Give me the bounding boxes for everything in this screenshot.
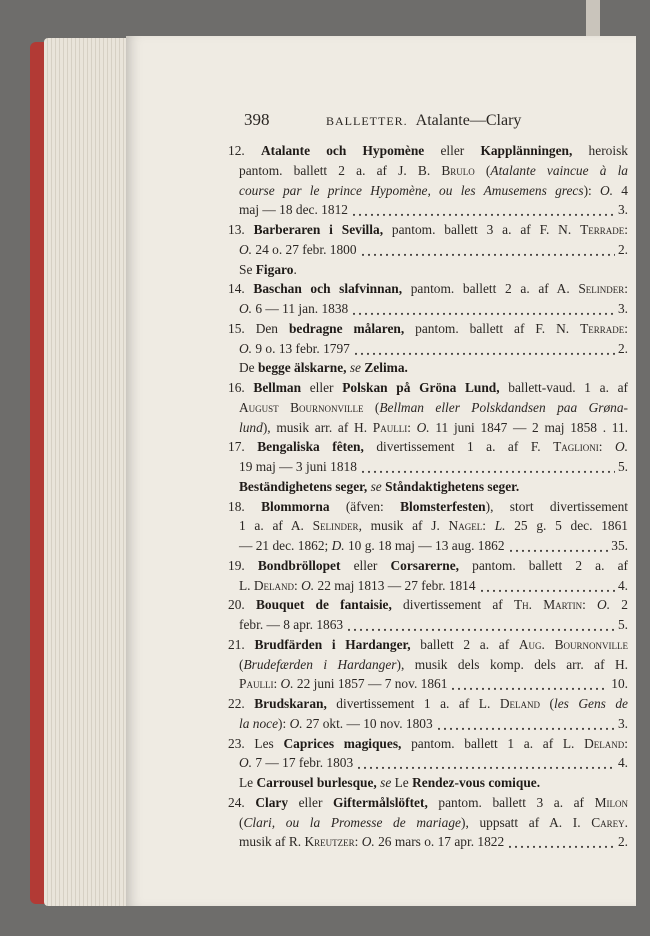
dot-leader bbox=[360, 457, 615, 477]
text-segment: 18. bbox=[228, 498, 262, 514]
text-segment: : bbox=[624, 320, 628, 336]
text-segment: L. bbox=[239, 577, 254, 593]
text-segment: 13. bbox=[228, 222, 254, 237]
performance-count: 5. bbox=[617, 617, 628, 632]
text-segment: 2 bbox=[610, 597, 628, 613]
italic-text: O. bbox=[289, 715, 303, 731]
line-content bbox=[239, 518, 628, 533]
text-segment: (äfven: bbox=[329, 498, 401, 514]
italic-text: O. bbox=[301, 577, 315, 593]
entry-title: Barberaren i Sevilla, bbox=[253, 222, 384, 237]
line-content bbox=[239, 674, 447, 694]
italic-text: la noce bbox=[239, 715, 279, 731]
text-segment: Le bbox=[239, 775, 257, 790]
text-line bbox=[228, 832, 628, 852]
author-name: Selinder bbox=[312, 518, 359, 534]
text-segment: : bbox=[624, 222, 628, 237]
author-name: Nagel bbox=[448, 518, 483, 534]
text-segment: , musik af J. bbox=[358, 518, 449, 534]
text-segment: 26 mars o. 17 apr. 1822 bbox=[374, 834, 505, 850]
text-segment: pantom. ballett 3 a. af bbox=[427, 794, 595, 810]
entry-title: Giftermålslöftet, bbox=[332, 794, 428, 810]
text-line bbox=[228, 516, 628, 536]
text-line bbox=[228, 477, 628, 497]
author-name: Deland bbox=[584, 735, 625, 751]
dot-leader bbox=[351, 200, 615, 220]
text-segment: ), uppsatt af A. I. bbox=[460, 814, 592, 830]
text-segment: eller bbox=[288, 794, 333, 810]
text-line bbox=[228, 497, 628, 517]
author-name: Milon bbox=[594, 794, 628, 810]
line-content bbox=[239, 420, 628, 435]
author-name: Deland bbox=[499, 696, 540, 711]
text-segment: 24. bbox=[228, 794, 256, 810]
author-name: Carey bbox=[591, 814, 625, 830]
line-content bbox=[239, 163, 628, 178]
text-segment: pantom. ballett 1 a. af L. bbox=[401, 735, 585, 751]
text-segment: ( bbox=[239, 814, 244, 830]
author-name: Th. Martin bbox=[513, 597, 583, 613]
italic-text: D. bbox=[331, 538, 345, 553]
text-segment: 9 o. 13 febr. 1797 bbox=[252, 340, 350, 356]
line-content bbox=[239, 479, 519, 494]
text-segment: febr. — 8 apr. 1863 bbox=[239, 617, 344, 632]
author-name: Terrade bbox=[580, 222, 625, 237]
dot-leader bbox=[507, 832, 615, 852]
text-segment: . bbox=[293, 261, 297, 277]
author-name: Kreutzer bbox=[304, 834, 355, 850]
line-content bbox=[239, 339, 350, 359]
text-segment: : bbox=[273, 676, 281, 692]
text-segment: : bbox=[482, 518, 495, 534]
line-content bbox=[239, 360, 408, 375]
text-segment: divertissement af bbox=[391, 597, 514, 613]
text-segment: ballett-vaud. 1 a. af bbox=[499, 380, 628, 395]
text-segment: 14. bbox=[228, 281, 254, 297]
section-title: BALLETTER. bbox=[326, 114, 408, 128]
entry-title: Blomsterfesten bbox=[400, 498, 486, 514]
text-segment: 10 g. 18 maj — 13 aug. 1862 bbox=[344, 538, 505, 553]
text-segment: 4 bbox=[613, 182, 628, 198]
text-segment: ), stort divertissement bbox=[485, 498, 628, 514]
text-segment: Se bbox=[239, 261, 256, 277]
performance-count: 4. bbox=[617, 577, 628, 593]
text-line bbox=[228, 299, 628, 319]
italic-text: O. bbox=[361, 834, 375, 850]
text-line bbox=[228, 655, 628, 675]
dot-leader bbox=[450, 674, 608, 694]
author-name: August Bournonville bbox=[239, 399, 364, 415]
italic-text: O. bbox=[239, 301, 253, 316]
line-content bbox=[228, 696, 628, 711]
performance-count: 5. bbox=[617, 459, 628, 474]
text-segment: 25 g. 5 dec. 1861 bbox=[505, 518, 628, 534]
entry-title: Bellman bbox=[253, 380, 302, 395]
entry-title: Bengaliska fêten, bbox=[257, 439, 364, 455]
entry-title: bedragne målaren, bbox=[288, 320, 405, 336]
entry-title: Corsarerne, bbox=[390, 557, 460, 573]
entry-title: Brudskaran, bbox=[254, 696, 327, 711]
text-segment: : bbox=[582, 597, 598, 613]
italic-text: se bbox=[367, 478, 386, 494]
line-content bbox=[239, 657, 628, 672]
text-segment: 1 a. af A. bbox=[239, 518, 313, 534]
text-segment: pantom. ballett 2 a. af A. bbox=[402, 281, 579, 297]
performance-count: 10. bbox=[611, 676, 628, 692]
author-name: Paulli bbox=[372, 419, 408, 435]
italic-text: se bbox=[346, 360, 365, 376]
line-content bbox=[239, 457, 357, 477]
line-content bbox=[239, 753, 353, 773]
text-segment: eller bbox=[301, 380, 343, 395]
italic-text: Atalante vaincue à la bbox=[490, 162, 628, 178]
page-edges bbox=[44, 38, 134, 906]
text-line bbox=[228, 694, 628, 714]
author-name: Taglioni bbox=[553, 439, 599, 455]
entry-title: Bouquet de fantaisie, bbox=[255, 597, 392, 613]
performance-count: 3. bbox=[617, 715, 628, 731]
entry-title: Clary bbox=[255, 794, 289, 810]
italic-text: Bellman eller Polskdandsen paa Grøna- bbox=[379, 399, 628, 415]
performance-count: 3. bbox=[617, 301, 628, 316]
dot-leader bbox=[356, 753, 615, 773]
dot-leader bbox=[479, 576, 615, 596]
text-segment: ), musik dels komp. dels arr. af H. bbox=[396, 656, 629, 672]
text-segment: 22. bbox=[228, 696, 255, 711]
text-line bbox=[228, 556, 628, 576]
line-content bbox=[228, 321, 628, 336]
entry-title: Baschan och slafvinnan, bbox=[253, 281, 403, 297]
text-line bbox=[228, 161, 628, 181]
text-segment: 27 okt. — 10 nov. 1803 bbox=[302, 715, 433, 731]
running-header bbox=[244, 110, 529, 131]
text-line bbox=[228, 536, 628, 556]
line-content bbox=[239, 183, 628, 198]
text-segment: : bbox=[354, 834, 362, 850]
text-line bbox=[228, 595, 628, 615]
entry-title: Carrousel burlesque, bbox=[256, 775, 377, 790]
text-segment: 12. bbox=[228, 143, 261, 158]
line-content bbox=[239, 536, 505, 556]
text-segment: : bbox=[598, 439, 615, 455]
dot-leader bbox=[436, 714, 615, 734]
text-line bbox=[228, 141, 628, 161]
text-segment: heroisk bbox=[572, 143, 628, 158]
text-line bbox=[228, 457, 628, 477]
line-content bbox=[228, 558, 628, 573]
italic-text: O. bbox=[280, 676, 294, 692]
line-content bbox=[239, 262, 297, 277]
entry-title: Kapplänningen, bbox=[480, 143, 573, 158]
page-range: Atalante—Clary bbox=[415, 112, 522, 129]
text-segment: 24 o. 27 febr. 1800 bbox=[252, 241, 357, 257]
italic-text: O. bbox=[614, 439, 628, 455]
text-segment: pantom. ballett af F. N. bbox=[404, 320, 581, 336]
text-segment: ( bbox=[239, 656, 244, 672]
italic-text: L. bbox=[494, 518, 506, 534]
text-line bbox=[228, 734, 628, 754]
line-content bbox=[228, 222, 628, 237]
performance-count: 3. bbox=[617, 202, 628, 218]
performance-count: 2. bbox=[617, 834, 628, 850]
italic-text: Brudefærden i Hardanger bbox=[243, 656, 397, 672]
line-content bbox=[228, 736, 628, 751]
text-line bbox=[228, 240, 628, 260]
text-segment: 20. bbox=[228, 597, 256, 613]
performance-count: 35. bbox=[611, 538, 628, 553]
author-name: Aug. Bournonville bbox=[518, 636, 629, 652]
text-segment: : bbox=[624, 735, 628, 751]
text-line bbox=[228, 358, 628, 378]
text-line bbox=[228, 319, 628, 339]
dot-leader bbox=[351, 299, 615, 319]
text-line bbox=[228, 714, 628, 734]
text-segment: musik af R. bbox=[239, 834, 305, 850]
text-segment: 17. bbox=[228, 439, 258, 455]
italic-text: O. bbox=[597, 597, 611, 613]
text-line bbox=[228, 398, 628, 418]
text-segment: ): bbox=[278, 715, 290, 731]
text-segment: 22 maj 1813 — 27 febr. 1814 bbox=[314, 577, 476, 593]
entry-title: Bondbröllopet bbox=[257, 557, 341, 573]
text-segment: ), musik arr. af H. bbox=[262, 419, 373, 435]
entry-title: Atalante och Hypomène bbox=[260, 143, 425, 158]
dot-leader bbox=[508, 536, 609, 556]
entry-list bbox=[228, 141, 628, 852]
text-segment: pantom. ballett 2 a. af J. B. bbox=[239, 162, 442, 178]
text-segment: ( bbox=[540, 696, 554, 711]
text-segment: eller bbox=[424, 143, 481, 158]
author-name: Terrade bbox=[580, 320, 625, 336]
line-content bbox=[239, 299, 348, 319]
line-content bbox=[228, 439, 628, 454]
text-segment: ( bbox=[363, 399, 380, 415]
line-content bbox=[228, 637, 628, 652]
text-segment: 16. bbox=[228, 380, 254, 395]
performance-count: 2. bbox=[617, 340, 628, 356]
line-content bbox=[228, 597, 628, 612]
italic-text: Clari, ou la Promesse de mariage bbox=[243, 814, 461, 830]
text-line bbox=[228, 260, 628, 280]
text-segment: Le bbox=[394, 775, 413, 790]
line-content bbox=[239, 775, 540, 790]
author-name: Brulo bbox=[441, 162, 475, 178]
text-segment: De bbox=[239, 360, 258, 376]
text-segment: 19 maj — 3 juni 1818 bbox=[239, 459, 357, 474]
entry-title: Zelima. bbox=[364, 360, 408, 376]
line-content bbox=[228, 499, 628, 514]
italic-text: course par le prince Hypomène, ou les Amusemens grecs bbox=[239, 182, 584, 198]
text-segment: : bbox=[294, 577, 302, 593]
dot-leader bbox=[360, 240, 615, 260]
text-segment: 15. Den bbox=[228, 320, 289, 336]
text-segment: . bbox=[624, 814, 628, 830]
entry-title: Ståndaktighetens seger. bbox=[385, 478, 520, 494]
text-line bbox=[228, 181, 628, 201]
entry-title: Caprices magiques, bbox=[283, 735, 402, 751]
text-segment: ballett 2 a. af bbox=[410, 636, 519, 652]
line-content bbox=[228, 795, 628, 810]
italic-text: O. bbox=[239, 340, 253, 356]
text-segment: : bbox=[407, 419, 417, 435]
text-segment: eller bbox=[340, 557, 391, 573]
text-segment: 6 — 11 jan. 1838 bbox=[252, 301, 349, 316]
text-segment: divertissement 1 a. af L. bbox=[326, 696, 500, 711]
text-line bbox=[228, 437, 628, 457]
italic-text: les Gens de bbox=[553, 696, 629, 711]
text-segment: ( bbox=[474, 162, 491, 178]
entry-title: Rendez-vous comique. bbox=[412, 775, 541, 790]
text-segment: 7 — 17 febr. 1803 bbox=[252, 755, 354, 771]
text-line bbox=[228, 793, 628, 813]
text-line bbox=[228, 615, 628, 635]
text-segment: — 21 dec. 1862; bbox=[239, 538, 332, 553]
text-line bbox=[228, 674, 628, 694]
text-segment: 22 juni 1857 — 7 nov. 1861 bbox=[293, 676, 448, 692]
entry-title: Polskan på Gröna Lund, bbox=[342, 380, 500, 395]
text-line bbox=[228, 418, 628, 438]
text-line bbox=[228, 220, 628, 240]
dot-leader bbox=[353, 339, 615, 359]
text-segment: maj — 18 dec. 1812 bbox=[239, 202, 348, 218]
line-content bbox=[239, 200, 348, 220]
italic-text: lund bbox=[239, 419, 263, 435]
page-number: 398 bbox=[244, 110, 270, 129]
italic-text: se bbox=[376, 775, 395, 790]
dot-leader bbox=[346, 615, 615, 635]
text-line bbox=[228, 813, 628, 833]
line-content bbox=[228, 380, 628, 395]
line-content bbox=[239, 714, 433, 734]
text-line bbox=[228, 635, 628, 655]
entry-title: Brudfärden i Hardanger, bbox=[254, 636, 411, 652]
performance-count: 2. bbox=[617, 241, 628, 257]
entry-title: begge älskarne, bbox=[257, 360, 347, 376]
text-segment: pantom. ballett 2 a. af bbox=[459, 557, 628, 573]
text-line bbox=[228, 200, 628, 220]
line-content bbox=[228, 281, 628, 296]
text-segment: divertissement 1 a. af F. bbox=[363, 439, 554, 455]
text-segment: ): bbox=[583, 182, 601, 198]
text-line bbox=[228, 773, 628, 793]
text-line bbox=[228, 339, 628, 359]
text-line bbox=[228, 753, 628, 773]
text-segment: 21. bbox=[228, 636, 255, 652]
line-content bbox=[239, 615, 343, 635]
line-content bbox=[239, 576, 476, 596]
line-content bbox=[228, 143, 628, 158]
text-line bbox=[228, 378, 628, 398]
italic-text: O. bbox=[600, 182, 614, 198]
text-line bbox=[228, 279, 628, 299]
author-name: Paulli bbox=[239, 676, 274, 692]
performance-count: 4. bbox=[617, 755, 628, 771]
entry-title: Figaro bbox=[255, 261, 294, 277]
italic-text: O. bbox=[239, 241, 253, 257]
author-name: Deland bbox=[253, 577, 295, 593]
line-content bbox=[239, 400, 628, 415]
entry-title: Blommorna bbox=[261, 498, 330, 514]
text-segment: : bbox=[624, 281, 629, 297]
text-line bbox=[228, 576, 628, 596]
author-name: Selinder bbox=[578, 281, 625, 297]
text-segment: pantom. ballett 3 a. af F. N. bbox=[383, 222, 581, 237]
entry-title: Beständighetens seger, bbox=[239, 478, 368, 494]
text-segment: 19. bbox=[228, 557, 258, 573]
italic-text: O. bbox=[416, 419, 430, 435]
line-content bbox=[239, 815, 628, 830]
italic-text: O. bbox=[239, 755, 253, 771]
line-content bbox=[239, 240, 357, 260]
line-content bbox=[239, 832, 504, 852]
text-segment: 11 juni 1847 — 2 maj 1858 . 11. bbox=[429, 419, 628, 435]
text-segment: 23. Les bbox=[228, 735, 284, 751]
